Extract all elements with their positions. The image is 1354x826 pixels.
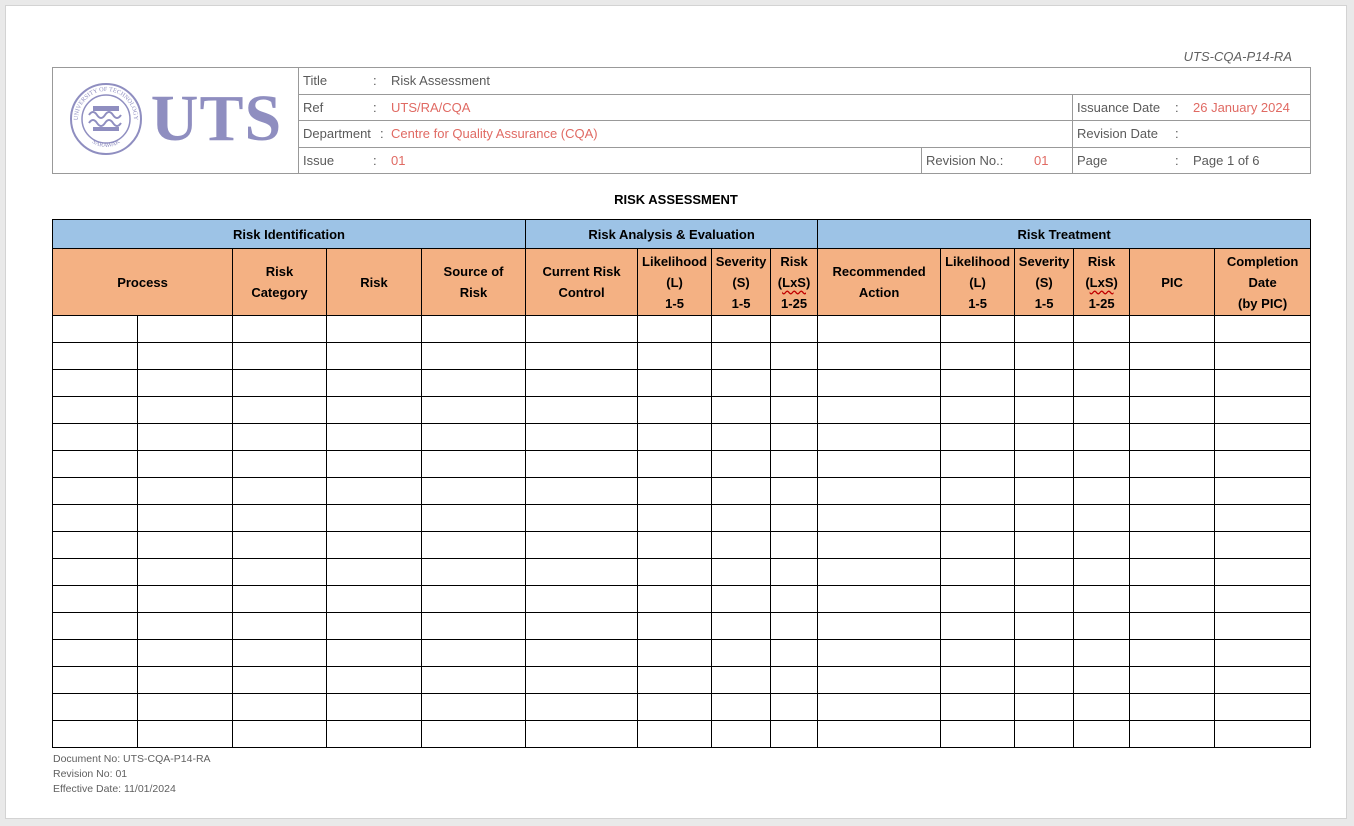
- table-cell[interactable]: [1215, 478, 1311, 505]
- table-cell[interactable]: [327, 694, 422, 721]
- table-cell[interactable]: [53, 397, 138, 424]
- table-row: [53, 505, 1311, 532]
- table-cell[interactable]: [941, 343, 1015, 370]
- table-cell[interactable]: [638, 559, 712, 586]
- table-cell[interactable]: [327, 478, 422, 505]
- table-cell[interactable]: [1130, 667, 1215, 694]
- table-cell[interactable]: [1074, 343, 1130, 370]
- table-cell[interactable]: [327, 316, 422, 343]
- table-cell[interactable]: [138, 640, 233, 667]
- table-cell[interactable]: [1074, 613, 1130, 640]
- table-cell[interactable]: [526, 532, 638, 559]
- table-cell[interactable]: [1015, 559, 1074, 586]
- table-cell[interactable]: [53, 478, 138, 505]
- revision-date-field: Revision Date :: [1073, 121, 1311, 148]
- table-cell[interactable]: [233, 559, 327, 586]
- table-cell[interactable]: [712, 451, 771, 478]
- table-cell[interactable]: [771, 559, 818, 586]
- table-cell[interactable]: [233, 505, 327, 532]
- table-cell[interactable]: [771, 532, 818, 559]
- table-cell[interactable]: [941, 451, 1015, 478]
- table-cell[interactable]: [422, 451, 526, 478]
- table-row: [53, 478, 1311, 505]
- table-cell[interactable]: [1130, 586, 1215, 613]
- table-cell[interactable]: [53, 505, 138, 532]
- table-cell[interactable]: [138, 505, 233, 532]
- table-cell[interactable]: [941, 505, 1015, 532]
- table-cell[interactable]: [638, 640, 712, 667]
- table-cell[interactable]: [771, 640, 818, 667]
- table-cell[interactable]: [1215, 667, 1311, 694]
- table-cell[interactable]: [138, 451, 233, 478]
- table-row: [53, 613, 1311, 640]
- table-cell[interactable]: [138, 532, 233, 559]
- table-cell[interactable]: [1015, 586, 1074, 613]
- table-cell[interactable]: [818, 721, 941, 748]
- table-cell[interactable]: [233, 316, 327, 343]
- table-cell[interactable]: [422, 694, 526, 721]
- table-cell[interactable]: [1074, 424, 1130, 451]
- table-cell[interactable]: [771, 397, 818, 424]
- table-cell[interactable]: [818, 397, 941, 424]
- table-cell[interactable]: [712, 721, 771, 748]
- table-cell[interactable]: [712, 694, 771, 721]
- table-cell[interactable]: [526, 424, 638, 451]
- table-cell[interactable]: [422, 586, 526, 613]
- table-cell[interactable]: [526, 721, 638, 748]
- table-row: [53, 532, 1311, 559]
- table-cell[interactable]: [53, 613, 138, 640]
- table-cell[interactable]: [233, 694, 327, 721]
- table-cell[interactable]: [526, 559, 638, 586]
- department-field: Department : Centre for Quality Assurance (CQA): [299, 121, 1073, 148]
- table-cell[interactable]: [1015, 316, 1074, 343]
- table-cell[interactable]: [233, 613, 327, 640]
- table-row: [53, 694, 1311, 721]
- table-cell[interactable]: [1015, 694, 1074, 721]
- table-cell[interactable]: [1130, 451, 1215, 478]
- table-cell[interactable]: [327, 559, 422, 586]
- table-cell[interactable]: [818, 559, 941, 586]
- table-cell[interactable]: [53, 451, 138, 478]
- table-row: [53, 667, 1311, 694]
- table-cell[interactable]: [712, 640, 771, 667]
- table-cell[interactable]: [1130, 613, 1215, 640]
- table-cell[interactable]: [526, 397, 638, 424]
- table-cell[interactable]: [422, 478, 526, 505]
- col-source-of-risk: Source of Risk: [422, 249, 526, 316]
- table-cell[interactable]: [233, 343, 327, 370]
- table-row: [53, 424, 1311, 451]
- table-cell[interactable]: [712, 478, 771, 505]
- table-cell[interactable]: [941, 370, 1015, 397]
- table-cell[interactable]: [327, 505, 422, 532]
- issue-field: Issue : 01: [299, 147, 922, 174]
- table-cell[interactable]: [1215, 424, 1311, 451]
- col-process: Process: [53, 249, 233, 316]
- table-cell[interactable]: [1130, 694, 1215, 721]
- table-cell[interactable]: [327, 397, 422, 424]
- table-cell[interactable]: [53, 586, 138, 613]
- table-cell[interactable]: [638, 316, 712, 343]
- table-cell[interactable]: [53, 559, 138, 586]
- table-cell[interactable]: [818, 343, 941, 370]
- table-cell[interactable]: [712, 613, 771, 640]
- table-cell[interactable]: [1215, 694, 1311, 721]
- table-cell[interactable]: [1074, 505, 1130, 532]
- table-cell[interactable]: [1130, 316, 1215, 343]
- table-cell[interactable]: [638, 424, 712, 451]
- table-cell[interactable]: [1074, 694, 1130, 721]
- table-cell[interactable]: [422, 721, 526, 748]
- table-cell[interactable]: [771, 667, 818, 694]
- table-cell[interactable]: [1015, 451, 1074, 478]
- table-cell[interactable]: [771, 721, 818, 748]
- table-cell[interactable]: [1215, 316, 1311, 343]
- table-cell[interactable]: [941, 559, 1015, 586]
- table-cell[interactable]: [526, 586, 638, 613]
- table-cell[interactable]: [233, 532, 327, 559]
- table-cell[interactable]: [138, 613, 233, 640]
- table-cell[interactable]: [818, 694, 941, 721]
- issuance-date-field: Issuance Date : 26 January 2024: [1073, 94, 1311, 121]
- table-cell[interactable]: [1074, 667, 1130, 694]
- uts-logo: [69, 82, 282, 156]
- table-cell[interactable]: [771, 316, 818, 343]
- col-current-risk-control: Current Risk Control: [526, 249, 638, 316]
- table-cell[interactable]: [712, 586, 771, 613]
- table-cell[interactable]: [771, 424, 818, 451]
- table-cell[interactable]: [422, 640, 526, 667]
- table-cell[interactable]: [53, 640, 138, 667]
- table-cell[interactable]: [1074, 586, 1130, 613]
- table-cell[interactable]: [422, 613, 526, 640]
- table-cell[interactable]: [1130, 505, 1215, 532]
- table-row: [53, 586, 1311, 613]
- table-cell[interactable]: [422, 397, 526, 424]
- table-cell[interactable]: [941, 694, 1015, 721]
- table-cell[interactable]: [1074, 532, 1130, 559]
- table-cell[interactable]: [1215, 559, 1311, 586]
- table-cell[interactable]: [53, 667, 138, 694]
- table-row: [53, 343, 1311, 370]
- col-pic: PIC: [1130, 249, 1215, 316]
- table-cell[interactable]: [771, 451, 818, 478]
- table-row: [53, 721, 1311, 748]
- section-risk-identification: Risk Identification: [53, 220, 526, 249]
- table-cell[interactable]: [712, 532, 771, 559]
- table-cell[interactable]: [138, 478, 233, 505]
- table-cell[interactable]: [941, 586, 1015, 613]
- table-cell[interactable]: [53, 721, 138, 748]
- ref-field: Ref : UTS/RA/CQA: [299, 94, 1073, 121]
- table-cell[interactable]: [327, 343, 422, 370]
- table-row: [53, 397, 1311, 424]
- table-cell[interactable]: [638, 397, 712, 424]
- table-cell[interactable]: [1130, 640, 1215, 667]
- table-cell[interactable]: [138, 667, 233, 694]
- table-cell[interactable]: [138, 397, 233, 424]
- table-cell[interactable]: [1215, 343, 1311, 370]
- table-cell[interactable]: [818, 613, 941, 640]
- university-seal-icon: [69, 82, 143, 156]
- table-cell[interactable]: [526, 370, 638, 397]
- col-completion-date: Completion Date (by PIC): [1215, 249, 1311, 316]
- table-cell[interactable]: [138, 370, 233, 397]
- table-cell[interactable]: [327, 721, 422, 748]
- table-cell[interactable]: [327, 532, 422, 559]
- col-likelihood: Likelihood (L) 1-5: [638, 249, 712, 316]
- page-field: Page : Page 1 of 6: [1073, 147, 1311, 174]
- table-row: [53, 451, 1311, 478]
- table-row: [53, 640, 1311, 667]
- table-cell[interactable]: [233, 667, 327, 694]
- table-cell[interactable]: [1074, 451, 1130, 478]
- table-cell[interactable]: [1215, 586, 1311, 613]
- table-cell[interactable]: [941, 640, 1015, 667]
- table-row: [53, 559, 1311, 586]
- table-cell[interactable]: [1215, 397, 1311, 424]
- document-header: [52, 67, 1310, 174]
- table-cell[interactable]: [1015, 640, 1074, 667]
- table-cell[interactable]: [327, 640, 422, 667]
- table-cell[interactable]: [771, 586, 818, 613]
- table-cell[interactable]: [771, 613, 818, 640]
- table-cell[interactable]: [233, 370, 327, 397]
- table-cell[interactable]: [712, 505, 771, 532]
- table-row: [53, 316, 1311, 343]
- table-cell[interactable]: [638, 721, 712, 748]
- table-cell[interactable]: [712, 667, 771, 694]
- table-cell[interactable]: [941, 613, 1015, 640]
- table-cell[interactable]: [1015, 370, 1074, 397]
- table-cell[interactable]: [818, 532, 941, 559]
- table-cell[interactable]: [1074, 478, 1130, 505]
- table-cell[interactable]: [1074, 370, 1130, 397]
- table-cell[interactable]: [818, 586, 941, 613]
- table-cell[interactable]: [1130, 397, 1215, 424]
- table-cell[interactable]: [1015, 397, 1074, 424]
- table-cell[interactable]: [941, 397, 1015, 424]
- table-cell[interactable]: [638, 667, 712, 694]
- table-cell[interactable]: [138, 316, 233, 343]
- section-risk-analysis: Risk Analysis & Evaluation: [526, 220, 818, 249]
- table-cell[interactable]: [1130, 478, 1215, 505]
- table-cell[interactable]: [138, 694, 233, 721]
- table-cell[interactable]: [1215, 721, 1311, 748]
- table-cell[interactable]: [53, 316, 138, 343]
- table-cell[interactable]: [1215, 370, 1311, 397]
- table-cell[interactable]: [233, 721, 327, 748]
- table-cell[interactable]: [53, 343, 138, 370]
- table-cell[interactable]: [526, 640, 638, 667]
- col-severity-treatment: Severity (S) 1-5: [1015, 249, 1074, 316]
- col-recommended-action: Recommended Action: [818, 249, 941, 316]
- table-cell[interactable]: [638, 451, 712, 478]
- table-cell[interactable]: [941, 721, 1015, 748]
- table-cell[interactable]: [941, 478, 1015, 505]
- table-cell[interactable]: [233, 640, 327, 667]
- table-cell[interactable]: [941, 424, 1015, 451]
- table-cell[interactable]: [1074, 721, 1130, 748]
- table-cell[interactable]: [1015, 505, 1074, 532]
- table-cell[interactable]: [53, 694, 138, 721]
- table-cell[interactable]: [526, 316, 638, 343]
- table-cell[interactable]: [138, 559, 233, 586]
- table-cell[interactable]: [638, 613, 712, 640]
- table-cell[interactable]: [138, 721, 233, 748]
- table-cell[interactable]: [941, 667, 1015, 694]
- table-cell[interactable]: [818, 478, 941, 505]
- logo-wordmark: UTS: [150, 82, 283, 155]
- col-risk-category: Risk Category: [233, 249, 327, 316]
- table-cell[interactable]: [422, 505, 526, 532]
- table-cell[interactable]: [712, 316, 771, 343]
- footer-revision: Revision No: 01: [53, 768, 128, 780]
- table-cell[interactable]: [1015, 613, 1074, 640]
- col-risk-score: Risk (LxS) 1-25: [771, 249, 818, 316]
- col-risk-score-treatment: Risk (LxS) 1-25: [1074, 249, 1130, 316]
- table-cell[interactable]: [818, 316, 941, 343]
- table-cell[interactable]: [1015, 532, 1074, 559]
- table-cell[interactable]: [771, 343, 818, 370]
- svg-text:UNIVERSITY OF TECHNOLOGY: UNIVERSITY OF TECHNOLOGY: [72, 85, 139, 121]
- table-cell[interactable]: [941, 316, 1015, 343]
- table-cell[interactable]: [1015, 721, 1074, 748]
- table-cell[interactable]: [233, 397, 327, 424]
- table-cell[interactable]: [771, 370, 818, 397]
- table-cell[interactable]: [526, 451, 638, 478]
- table-cell[interactable]: [1130, 532, 1215, 559]
- table-cell[interactable]: [1015, 424, 1074, 451]
- col-likelihood-treatment: Likelihood (L) 1-5: [941, 249, 1015, 316]
- table-cell[interactable]: [53, 424, 138, 451]
- table-cell[interactable]: [818, 505, 941, 532]
- table-cell[interactable]: [526, 343, 638, 370]
- table-cell[interactable]: [526, 505, 638, 532]
- revision-no-field: Revision No.: 01: [922, 147, 1073, 174]
- col-severity: Severity (S) 1-5: [712, 249, 771, 316]
- table-cell[interactable]: [1215, 640, 1311, 667]
- table-cell[interactable]: [638, 694, 712, 721]
- table-cell[interactable]: [1015, 478, 1074, 505]
- table-cell[interactable]: [1074, 640, 1130, 667]
- table-cell[interactable]: [1130, 721, 1215, 748]
- table-cell[interactable]: [712, 343, 771, 370]
- table-cell[interactable]: [818, 370, 941, 397]
- table-cell[interactable]: [1074, 316, 1130, 343]
- table-cell[interactable]: [1215, 505, 1311, 532]
- table-cell[interactable]: [526, 667, 638, 694]
- table-cell[interactable]: [327, 586, 422, 613]
- table-cell[interactable]: [53, 532, 138, 559]
- page-title: RISK ASSESSMENT: [614, 192, 738, 207]
- table-cell[interactable]: [1215, 613, 1311, 640]
- table-cell[interactable]: [138, 343, 233, 370]
- table-cell[interactable]: [327, 370, 422, 397]
- svg-text:SARAWAK: SARAWAK: [90, 138, 121, 150]
- table-cell[interactable]: [771, 505, 818, 532]
- table-cell[interactable]: [422, 316, 526, 343]
- table-cell[interactable]: [1074, 559, 1130, 586]
- table-cell[interactable]: [638, 586, 712, 613]
- table-cell[interactable]: [712, 370, 771, 397]
- table-cell[interactable]: [1074, 397, 1130, 424]
- table-cell[interactable]: [526, 694, 638, 721]
- col-risk: Risk: [327, 249, 422, 316]
- table-cell[interactable]: [327, 451, 422, 478]
- table-cell[interactable]: [638, 370, 712, 397]
- table-cell[interactable]: [638, 478, 712, 505]
- document-page: [5, 5, 1347, 819]
- table-cell[interactable]: [327, 667, 422, 694]
- table-row: [53, 370, 1311, 397]
- table-cell[interactable]: [771, 694, 818, 721]
- table-cell[interactable]: [327, 424, 422, 451]
- table-cell[interactable]: [1015, 667, 1074, 694]
- table-cell[interactable]: [1130, 424, 1215, 451]
- table-cell[interactable]: [138, 586, 233, 613]
- risk-assessment-table: [52, 219, 1310, 748]
- table-cell[interactable]: [138, 424, 233, 451]
- table-cell[interactable]: [771, 478, 818, 505]
- table-cell[interactable]: [818, 667, 941, 694]
- table-cell[interactable]: [422, 532, 526, 559]
- table-cell[interactable]: [327, 613, 422, 640]
- table-cell[interactable]: [1215, 532, 1311, 559]
- table-cell[interactable]: [941, 532, 1015, 559]
- table-cell[interactable]: [712, 559, 771, 586]
- table-cell[interactable]: [233, 451, 327, 478]
- table-cell[interactable]: [818, 424, 941, 451]
- logo-cell: [53, 68, 299, 174]
- table-cell[interactable]: [638, 532, 712, 559]
- table-cell[interactable]: [422, 667, 526, 694]
- document-footer: [53, 752, 211, 797]
- table-cell[interactable]: [818, 451, 941, 478]
- table-cell[interactable]: [422, 424, 526, 451]
- table-cell[interactable]: [526, 613, 638, 640]
- title-field: Title : Risk Assessment: [299, 68, 1311, 95]
- table-cell[interactable]: [422, 559, 526, 586]
- table-cell[interactable]: [1215, 451, 1311, 478]
- table-cell[interactable]: [818, 640, 941, 667]
- document-code: UTS-CQA-P14-RA: [1183, 49, 1292, 64]
- table-cell[interactable]: [526, 478, 638, 505]
- table-cell[interactable]: [233, 424, 327, 451]
- footer-doc-no: Document No: UTS-CQA-P14-RA: [53, 753, 211, 765]
- table-cell[interactable]: [1130, 370, 1215, 397]
- table-cell[interactable]: [1015, 343, 1074, 370]
- table-cell[interactable]: [422, 343, 526, 370]
- table-cell[interactable]: [53, 370, 138, 397]
- table-cell[interactable]: [233, 586, 327, 613]
- footer-effective-date: Effective Date: 11/01/2024: [53, 783, 176, 795]
- table-cell[interactable]: [1130, 559, 1215, 586]
- table-cell[interactable]: [1130, 343, 1215, 370]
- table-cell[interactable]: [233, 478, 327, 505]
- section-risk-treatment: Risk Treatment: [818, 220, 1311, 249]
- table-cell[interactable]: [712, 424, 771, 451]
- table-cell[interactable]: [638, 343, 712, 370]
- table-cell[interactable]: [712, 397, 771, 424]
- table-cell[interactable]: [638, 505, 712, 532]
- table-cell[interactable]: [422, 370, 526, 397]
